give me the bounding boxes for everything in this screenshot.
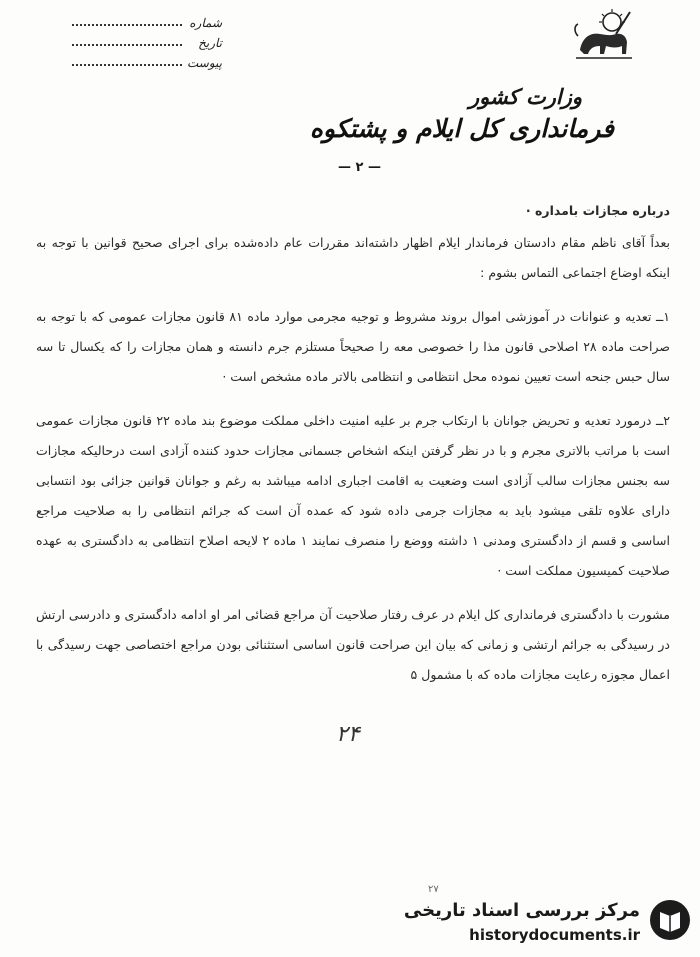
- handwritten-number: ۲۴: [336, 722, 360, 747]
- meta-number-line: [72, 24, 182, 26]
- meta-date-label: تاریخ: [198, 36, 222, 50]
- watermark-title: مرکز بررسی اسناد تاریخی: [403, 900, 640, 921]
- letter-body: [36, 196, 670, 704]
- meta-date-line: [72, 44, 182, 46]
- governorate-title: فرمانداری کل ایلام و پشتکوه: [309, 114, 614, 143]
- letter-meta-fields: [72, 10, 222, 70]
- paragraph-intro: بعداً آقای ناظم مقام دادستان فرماندار ایلام اظهار داشته‌اند مقررات عام داده‌شده برای اجرای صحیح قوانین با توجه به اینکه اوضاع اجتماعی التماس بشوم :: [36, 235, 670, 280]
- archive-logo-icon: [648, 898, 692, 942]
- paragraph-item-2: ۲ــ درمورد تعدیه و تحریض جوانان با ارتکاب جرم بر علیه امنیت داخلی مملکت موضوع بند ماده ۲۲ قانون مجازات عمومی است با مراتب بالاتری مجرم و با در نظر گرفتن اینکه اشخاص جسمانی مجازات حدود کننده آزادی است درحالیکه مجازات سه بجنس مجازات سالب آزادی است وضعیت به اقامت اجباری ادامه میباشد به رغم و جوانان قوانین جزائی بود انتسابی دارای علاوه تلقی میشود باید به مجازات جرمی داده شود که عمده آن است که جرائم انتظامی را به صلاحیت مراجع اساسی و قسم از دادگستری ومدنی ۱ داشته ووضع را منصرف نمایند ۱ ماده ۲ لایحه اصلاح انتظامی به دادگستری به عهده صلاحیت کمیسیون مملکت است ·: [36, 413, 671, 578]
- scan-mark: ۲۷: [428, 884, 439, 895]
- paragraph-item-1: ۱ــ تعدیه و عنوانات در آموزشی اموال بروند مشروط و توجیه مجرمی موارد ماده ۸۱ قانون مجازات عمومی که با توجه به صراحت ماده ۲۸ اصلاحی قانون مذا را خصوصی معه را صحیحاً مستلزم جرم دانسته و همان مجازات را که یکسال تا سه سال حبس جنحه است تعیین نموده محل انتظامی و انتظامی بالاتر ماده مشخص است ·: [36, 309, 670, 384]
- meta-number-label: شماره: [189, 16, 222, 30]
- letter-subject: درباره مجازات بامداره ·: [525, 203, 670, 218]
- page-number: — ۲ —: [338, 160, 381, 175]
- meta-date-row: [72, 30, 222, 50]
- meta-attachment-row: [72, 50, 222, 70]
- meta-attachment-label: پیوست: [187, 56, 222, 70]
- meta-attachment-line: [72, 64, 182, 66]
- ministry-title: وزارت کشور: [468, 84, 582, 109]
- paragraph-closing: مشورت با دادگستری فرمانداری کل ایلام در عرف رفتار صلاحیت آن مراجع قضائی امر او ادامه دادگستری و دادرسی ارتش در رسیدگی به جرائم ارتشی و زمانی که بیان این صراحت قانون اساسی استثنائی بودن مراجع اختصاصی جهت رسیدگی با اعمال مجوزه رعایت مجازات ماده که با مشمول ۵: [36, 607, 670, 682]
- meta-number-row: [72, 10, 222, 30]
- lion-and-sun-emblem-icon: [572, 6, 634, 62]
- archive-watermark: [402, 896, 692, 950]
- watermark-url[interactable]: historydocuments.ir: [469, 926, 640, 944]
